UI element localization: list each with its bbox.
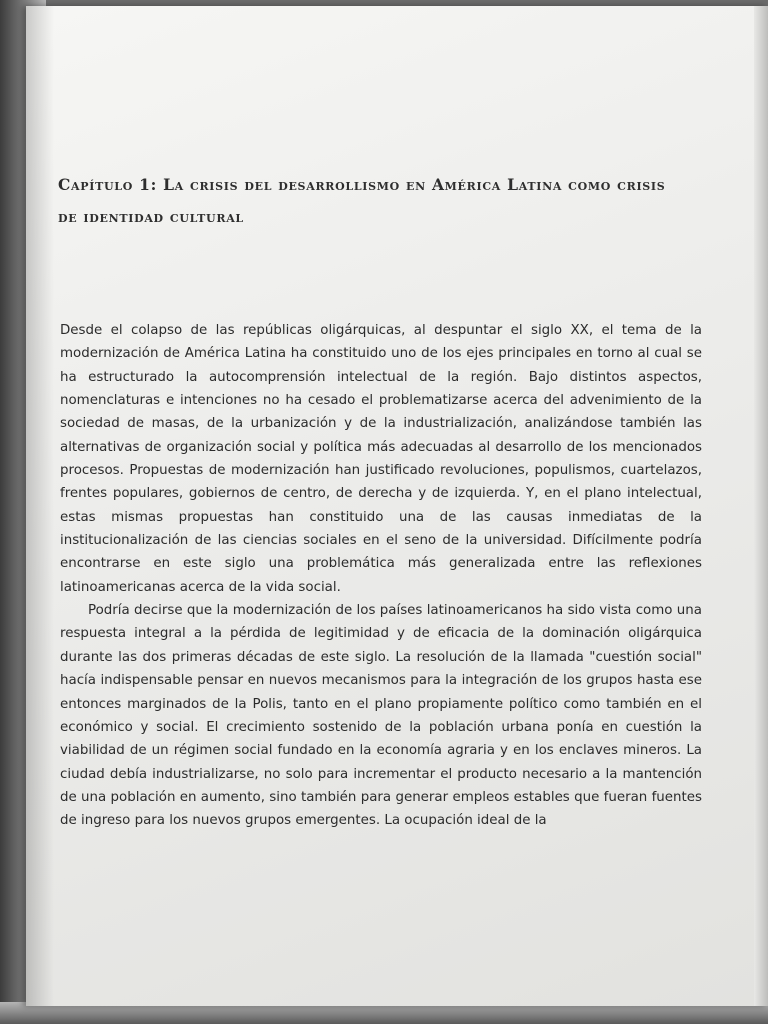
paragraph: Podría decirse que la modernización de los países latinoamericanos ha sido vista como una respuesta integral a la pérdida de legitimidad y de eficacia de la dominación oligárquica durante las dos primeras décadas de este siglo. La resolución de la llamada "cuestión social" hacía indispensable pensar en nuevos mecanismos para la integración de los grupos hasta ese entonces marginados de la Polis, tanto en el plano propiamente político como también en el económico y social. El crecimiento sostenido de la población urbana ponía en cuestión la viabilidad de un régimen social fundado en la economía agraria y en los enclaves mineros. La ciudad debía industrializarse, no solo para incrementar el producto necesario a la mantención de una población en aumento, sino también para generar empleos estables que fueran fuentes de ingreso para los nuevos grupos emergentes. La ocupación ideal de la [60,603,702,829]
page-edge [754,6,768,1006]
body-text [60,319,702,833]
book-page [26,6,768,1006]
paragraph: Desde el colapso de las repúblicas oligárquicas, al despuntar el siglo XX, el tema de la modernización de América Latina ha constituido uno de los ejes principales en torno al cual se ha estructurado la autocomprensión intelectual de la región. Bajo distintos aspectos, nomenclaturas e intenciones no ha cesado el problematizarse acerca del advenimiento de la sociedad de masas, de la urbanización y de la industrialización, analizándose también las alternativas de organización social y política más adecuadas al desarrollo de los mencionados procesos. Propuestas de modernización han justificado revoluciones, populismos, cuartelazos, frentes populares, gobiernos de centro, de derecha y de izquierda. Y, en el plano intelectual, estas mismas propuestas han constituido una de las causas inmediatas de la institucionalización de las ciencias sociales en el seno de la universidad. Difícilmente podría encontrarse en este siglo una problemática más generalizada entre las reflexiones latinoamericanas acerca de la vida social. [60,323,702,595]
chapter-title: Capítulo 1: La crisis del desarrollismo en América Latina como crisis de identidad cultural [58,175,666,226]
